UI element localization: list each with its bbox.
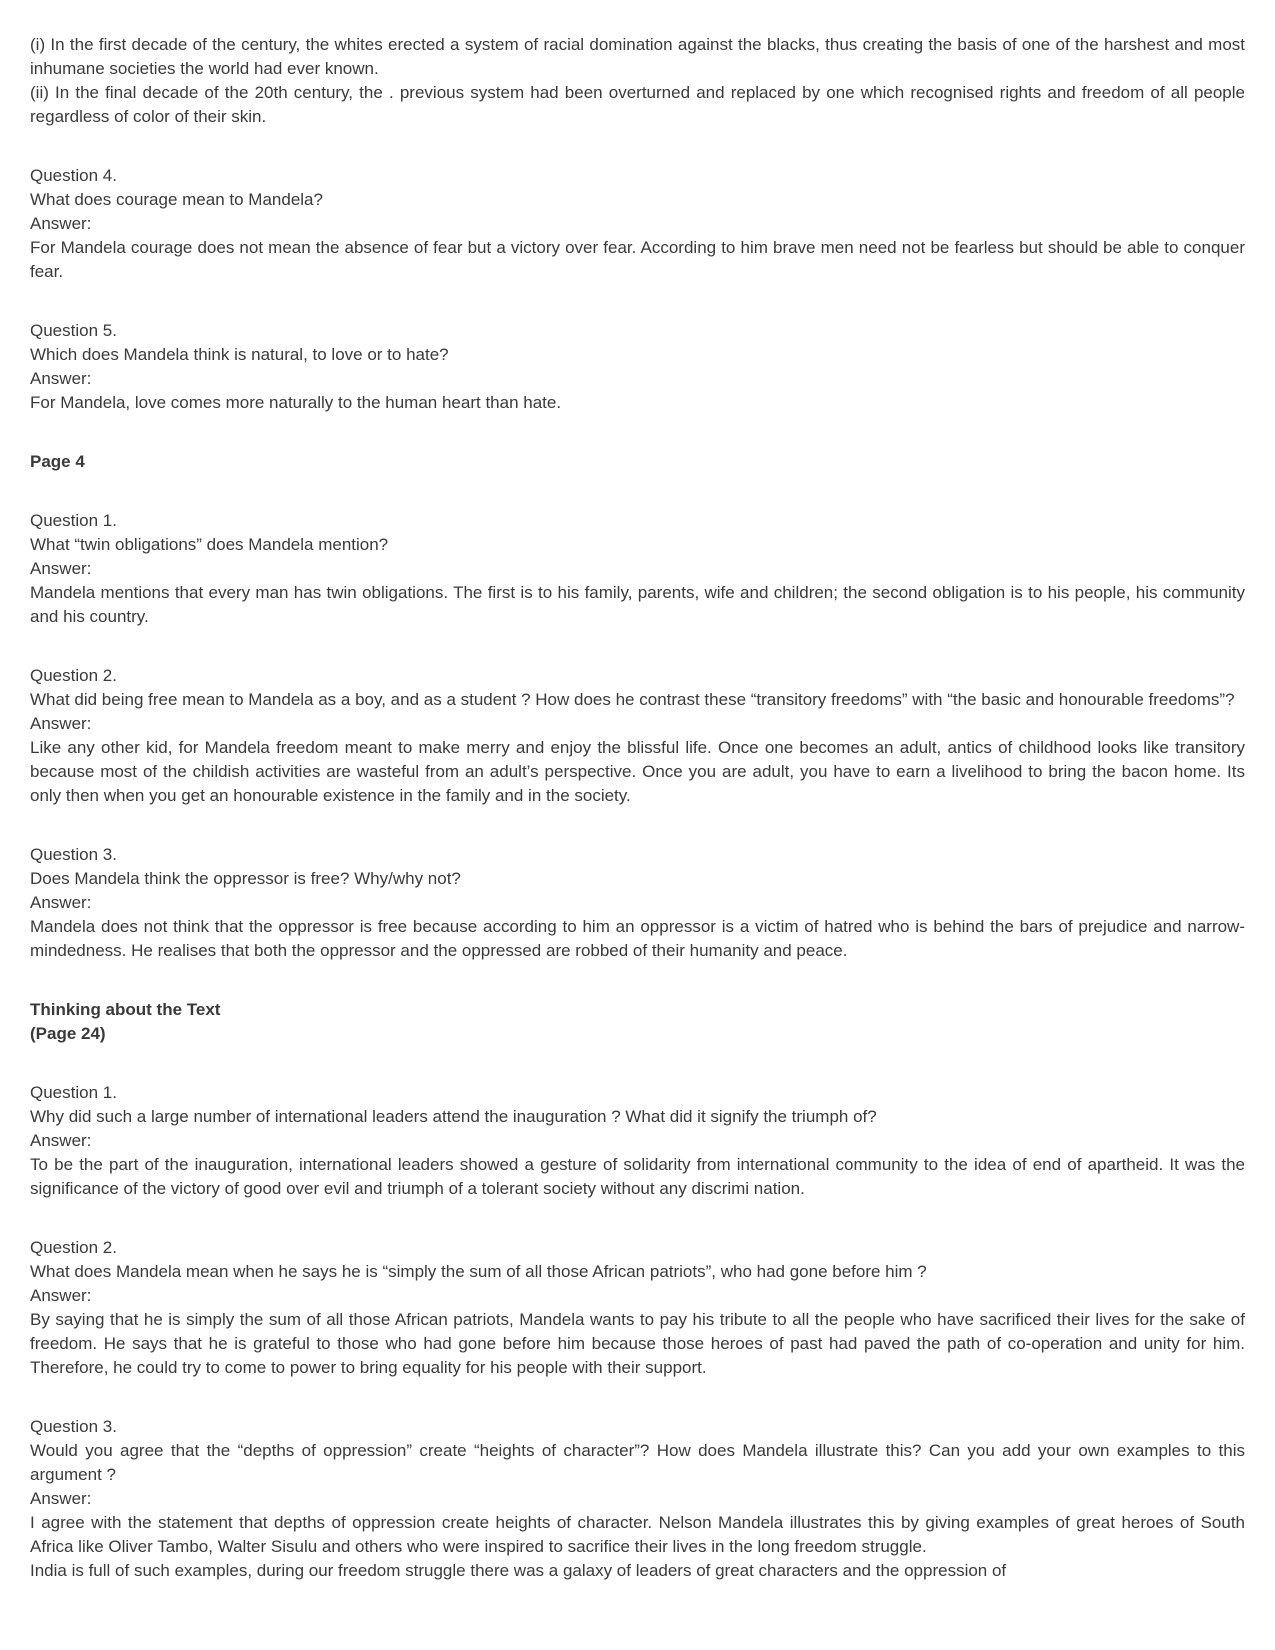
thinking-about-text-heading bbox=[30, 998, 1245, 1046]
question-4-block-line: What does courage mean to Mandela? bbox=[30, 190, 323, 209]
thinking-question-1-block-line: Question 1. bbox=[30, 1083, 117, 1102]
question-5-block-line: Question 5. bbox=[30, 321, 117, 340]
intro-points-paragraph-line: (i) In the first decade of the century, the whites erected a system of racial domination against the blacks, thus creating the basis of one of the harshest and most inhumane societies the world had ever known. bbox=[30, 35, 1245, 78]
page4-question-2-block-line: Answer: bbox=[30, 714, 92, 733]
thinking-about-text-heading-line: Thinking about the Text bbox=[30, 1000, 221, 1019]
page4-question-1-block-line: Answer: bbox=[30, 559, 92, 578]
page4-question-3-block-line: Question 3. bbox=[30, 845, 117, 864]
thinking-question-2-block-line: Answer: bbox=[30, 1286, 92, 1305]
page4-question-1-block-line: What “twin obligations” does Mandela mention? bbox=[30, 535, 389, 554]
question-4-block-line: Answer: bbox=[30, 214, 92, 233]
page4-question-1-block bbox=[30, 509, 1245, 629]
page4-question-3-block-line: Does Mandela think the oppressor is free? Why/why not? bbox=[30, 869, 461, 888]
thinking-question-2-block-line: By saying that he is simply the sum of all those African patriots, Mandela wants to pay his tribute to all the people who have sacrificed their lives for the sake of freedom. He says that he is grateful to those who had gone before him because those heroes of past had paved the path of co-operation and unity for him. Therefore, he could try to come to power to bring equality for his people with their support. bbox=[30, 1310, 1245, 1377]
question-4-block-line: Question 4. bbox=[30, 166, 117, 185]
thinking-about-text-heading-line: (Page 24) bbox=[30, 1024, 106, 1043]
page4-question-2-block-line: Like any other kid, for Mandela freedom meant to make merry and enjoy the blissful life. Once one becomes an adult, antics of childhood looks like transitory because most of the childish activities are wasteful from an adult’s perspective. Once you are adult, you have to earn a livelihood to bring the bacon home. Its only then when you get an honourable existence in the family and in the society. bbox=[30, 738, 1245, 805]
question-4-block bbox=[30, 164, 1245, 284]
page4-question-3-block-line: Mandela does not think that the oppressor is free because according to him an oppressor is a victim of hatred who is behind the bars of prejudice and narrow-mindedness. He realises that both the oppressor and the oppressed are robbed of their humanity and peace. bbox=[30, 917, 1245, 960]
page4-question-2-block bbox=[30, 664, 1245, 808]
thinking-question-2-block-line: What does Mandela mean when he says he is “simply the sum of all those African patriots”, who had gone before him ? bbox=[30, 1262, 927, 1281]
intro-points-paragraph-line: (ii) In the final decade of the 20th century, the . previous system had been overturned and replaced by one which recognised rights and freedom of all people regardless of color of their skin. bbox=[30, 83, 1245, 126]
question-5-block-line: For Mandela, love comes more naturally to the human heart than hate. bbox=[30, 393, 562, 412]
page4-question-1-block-line: Question 1. bbox=[30, 511, 117, 530]
page4-question-3-block-line: Answer: bbox=[30, 893, 92, 912]
page4-question-2-block-line: What did being free mean to Mandela as a boy, and as a student ? How does he contrast these “transitory freedoms” with “the basic and honourable freedoms”? bbox=[30, 690, 1235, 709]
page4-question-1-block-line: Mandela mentions that every man has twin obligations. The first is to his family, parents, wife and children; the second obligation is to his people, his community and his country. bbox=[30, 583, 1245, 626]
thinking-question-2-block bbox=[30, 1236, 1245, 1380]
thinking-question-3-block-line: Answer: bbox=[30, 1489, 92, 1508]
thinking-question-3-block-line: I agree with the statement that depths of oppression create heights of character. Nelson Mandela illustrates this by giving examples of great heroes of South Africa like Oliver Tambo, Walter Sisulu and others who were inspired to sacrifice their lives in the long freedom struggle. bbox=[30, 1513, 1245, 1556]
thinking-question-3-block-line: India is full of such examples, during our freedom struggle there was a galaxy of leaders of great characters and the oppression of bbox=[30, 1561, 1007, 1580]
thinking-question-3-block bbox=[30, 1415, 1245, 1583]
thinking-question-1-block bbox=[30, 1081, 1245, 1201]
intro-points-paragraph bbox=[30, 33, 1245, 129]
thinking-question-3-block-line: Question 3. bbox=[30, 1417, 117, 1436]
question-4-block-line: For Mandela courage does not mean the absence of fear but a victory over fear. According to him brave men need not be fearless but should be able to conquer fear. bbox=[30, 238, 1245, 281]
thinking-question-3-block-line: Would you agree that the “depths of oppression” create “heights of character”? How does Mandela illustrate this? Can you add your own examples to this argument ? bbox=[30, 1441, 1245, 1484]
question-5-block-line: Which does Mandela think is natural, to love or to hate? bbox=[30, 345, 449, 364]
page4-question-3-block bbox=[30, 843, 1245, 963]
question-5-block bbox=[30, 319, 1245, 415]
page-4-heading bbox=[30, 450, 1245, 474]
thinking-question-2-block-line: Question 2. bbox=[30, 1238, 117, 1257]
page4-question-2-block-line: Question 2. bbox=[30, 666, 117, 685]
question-5-block-line: Answer: bbox=[30, 369, 92, 388]
thinking-question-1-block-line: Why did such a large number of international leaders attend the inauguration ? What did it signify the triumph of? bbox=[30, 1107, 877, 1126]
thinking-question-1-block-line: To be the part of the inauguration, international leaders showed a gesture of solidarity from international community to the idea of end of apartheid. It was the significance of the victory of good over evil and triumph of a tolerant society without any discrimi nation. bbox=[30, 1155, 1245, 1198]
thinking-question-1-block-line: Answer: bbox=[30, 1131, 92, 1150]
document-content bbox=[30, 33, 1245, 1583]
page-4-heading-line: Page 4 bbox=[30, 452, 85, 471]
